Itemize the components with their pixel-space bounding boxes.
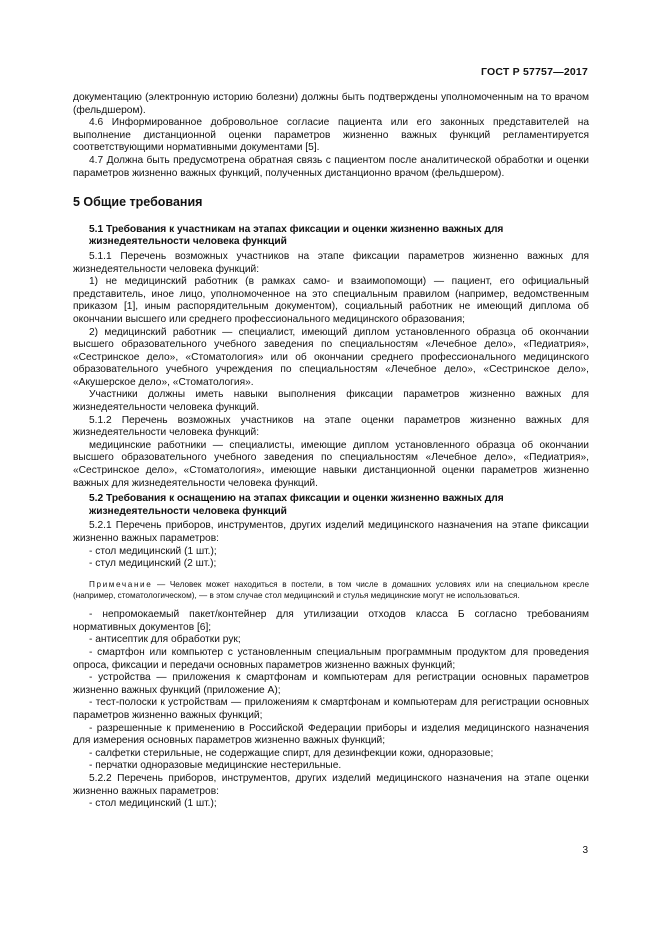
paragraph-5-1-1-item-1: 1) не медицинский работник (в рамках само- и взаимопомощи) — пациент, его официальный представитель, иное лицо, уполномоченное на это специальным правилом (например, ведомственным приказом [1], иным распорядительным документом), социальный работник не имеющий диплома об окончании высшего или среднего профессионального медицинского образования; (73, 276, 589, 325)
list-item: - устройства — приложения к смартфонам и компьютерам для регистрации основных параметров жизненно важных функций (приложение А); (73, 672, 589, 696)
list-item: - салфетки стерильные, не содержащие спирт, для дезинфекции кожи, одноразовые; (89, 747, 494, 759)
note-text: — Человек может находиться в постели, в том числе в домашних условиях или на специальном кресле (например, стоматологическом), — в этом случае стол медицинский и стулья медицинские могут не использоваться. (73, 579, 589, 600)
paragraph-5-1-1-item-2: 2) медицинский работник — специалист, имеющий диплом установленного образца об окончании высшего образовательного учебного заведения по специальностям «Лечебное дело», «Педиатрия», «Сестринское дело», «Стоматология» или об окончании среднего профессионального медицинского образовательного учебного учреждения по специальностям «Лечебное дело», «Сестринское дело», «Акушерское дело», «Стоматология». (73, 326, 589, 388)
section-5-heading: 5 Общие требования (73, 195, 203, 210)
note (73, 579, 589, 601)
list-item: - разрешенные к применению в Российской Федерации приборы и изделия медицинского назначения для измерения основных параметров жизненно важных функций; (73, 722, 589, 747)
paragraph-5-1-2-item: медицинские работники — специалисты, имеющие диплом установленного образца об окончании высшего образовательного учебного заведения по специальностям «Лечебное дело», «Педиатрия», «Сестринское дело», «Стоматология», имеющие навыки дистанционной оценки параметров жизненно важных для жизнедеятельности человека функций. (73, 439, 589, 489)
paragraph-5-2-2: 5.2.2 Перечень приборов, инструментов, других изделий медицинского назначения на этапе оценки жизненно важных параметров: (73, 772, 589, 797)
list-item: - стол медицинский (1 шт.); (89, 545, 217, 557)
list-item: - антисептик для обработки рук; (89, 634, 241, 646)
paragraph-4-7: 4.7 Должна быть предусмотрена обратная связь с пациентом после аналитической обработки и оценки параметров жизненно важных функций, полученных дистанционно врачом (фельдшером). (73, 154, 589, 179)
note-label: Примечание (89, 579, 153, 589)
list-item: - непромокаемый пакет/контейнер для утилизации отходов класса Б согласно требованиям нормативных документов [6]; (73, 609, 589, 633)
paragraph-continuation: документацию (электронную историю болезни) должны быть подтверждены уполномоченным на то врачом (фельдшером). (73, 92, 589, 116)
paragraph-5-2-1: 5.2.1 Перечень приборов, инструментов, других изделий медицинского назначения на этапе фиксации жизненно важных параметров: (73, 520, 589, 544)
document-code: ГОСТ Р 57757—2017 (480, 66, 588, 78)
page-number: 3 (582, 845, 588, 856)
paragraph-5-1-1: 5.1.1 Перечень возможных участников на этапе фиксации параметров жизненно важных для жизнедеятельности человека функций: (73, 250, 589, 275)
list-item: - стол медицинский (1 шт.); (89, 798, 217, 810)
list-item: - стул медицинский (2 шт.); (89, 558, 217, 570)
list-item: - перчатки одноразовые медицинские нестерильные. (89, 760, 342, 772)
list-item: - тест-полоски к устройствам — приложениям к смартфонам и компьютерам для регистрации основных параметров жизненно важных функций; (73, 697, 589, 721)
subsection-5-1-heading: 5.1 Требования к участникам на этапах фиксации и оценки жизненно важных для жизнедеятельности человека функций (89, 223, 504, 248)
list-item: - смартфон или компьютер с установленным специальным программным продуктом для проведения опроса, фиксации и передачи основных параметров жизненно важных функций; (73, 646, 589, 671)
paragraph-4-6: 4.6 Информированное добровольное согласие пациента или его законных представителей на выполнение дистанционной оценки параметров жизненно важных функций регламентируется соответствующими нормативными документами [5]. (73, 117, 589, 154)
paragraph-5-1-2: 5.1.2 Перечень возможных участников на этапе оценки параметров жизненно важных для жизнедеятельности человека функций: (73, 414, 589, 439)
page-body (73, 92, 589, 811)
subsection-5-2-heading: 5.2 Требования к оснащению на этапах фиксации и оценки жизненно важных для жизнедеятельности человека функций (89, 493, 504, 517)
paragraph-5-1-1-skills: Участники должны иметь навыки выполнения фиксации параметров жизненно важных для жизнедеятельности человека функций. (73, 389, 589, 414)
